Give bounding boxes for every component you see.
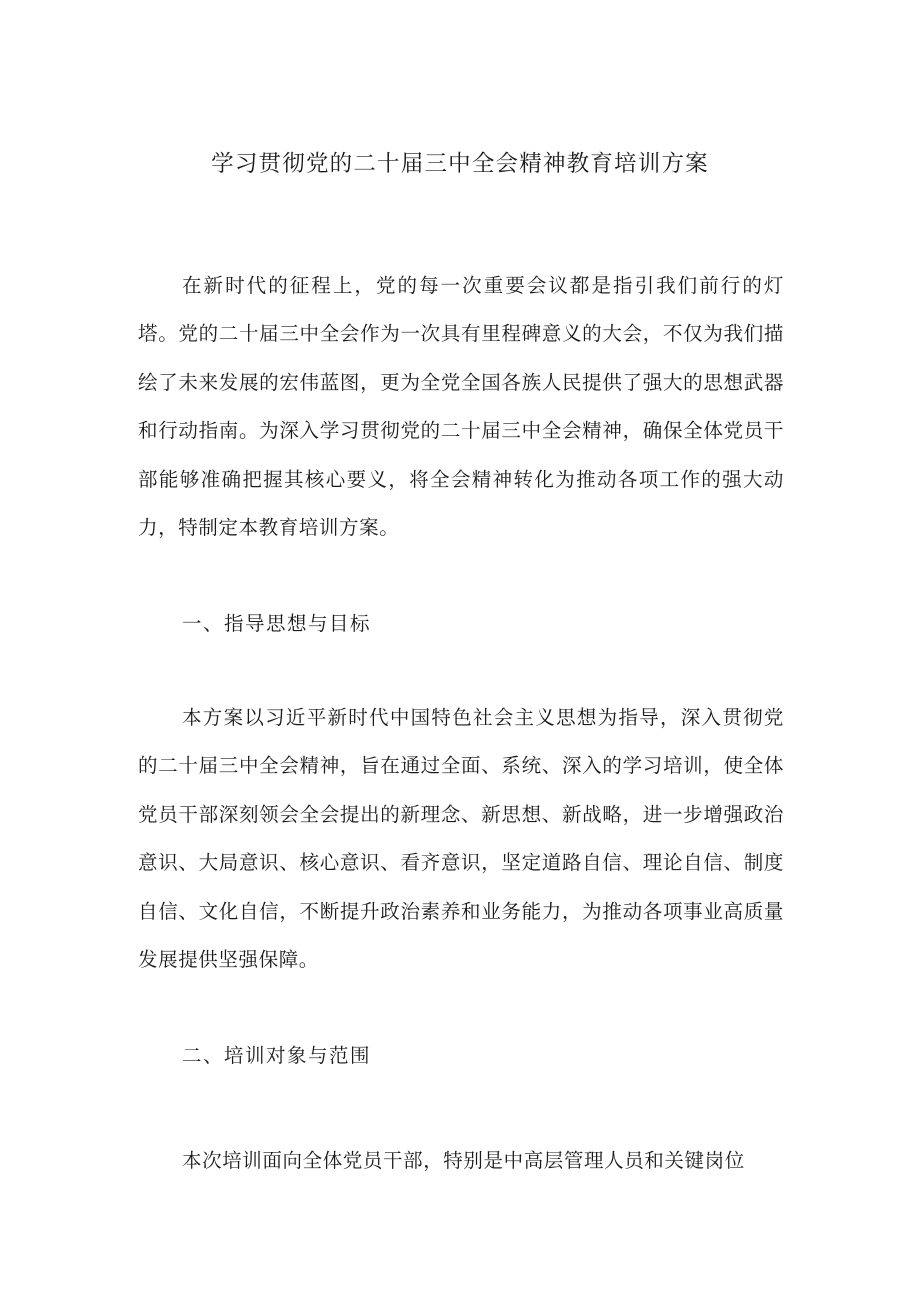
section-heading-guiding-ideology: 一、指导思想与目标 — [182, 612, 372, 635]
intro-paragraph: 在新时代的征程上，党的每一次重要会议都是指引我们前行的灯塔。党的二十届三中全会作为一次具有里程碑意义的大会，不仅为我们描绘了未来发展的宏伟蓝图，更为全党全国各族人民提供了强大的思想武器和行动指南。为深入学习贯彻党的二十届三中全会精神，确保全体党员干部能够准确把握其核心要义，将全会精神转化为推动各项工作的强大动力，特制定本教育培训方案。 — [138, 274, 784, 540]
section-heading-training-targets: 二、培训对象与范围 — [182, 1044, 372, 1067]
section-paragraph-training-targets: 本次培训面向全体党员干部，特别是中高层管理人员和关键岗位 — [182, 1149, 745, 1172]
document-title: 学习贯彻党的二十届三中全会精神教育培训方案 — [211, 151, 709, 177]
section-paragraph-guiding-ideology: 本方案以习近平新时代中国特色社会主义思想为指导，深入贯彻党的二十届三中全会精神，旨在通过全面、系统、深入的学习培训，使全体党员干部深刻领会全会提出的新理念、新思想、新战略，进一步增强政治意识、大局意识、核心意识、看齐意识，坚定道路自信、理论自信、制度自信、文化自信，不断提升政治素养和业务能力，为推动各项事业高质量发展提供坚强保障。 — [138, 706, 784, 972]
